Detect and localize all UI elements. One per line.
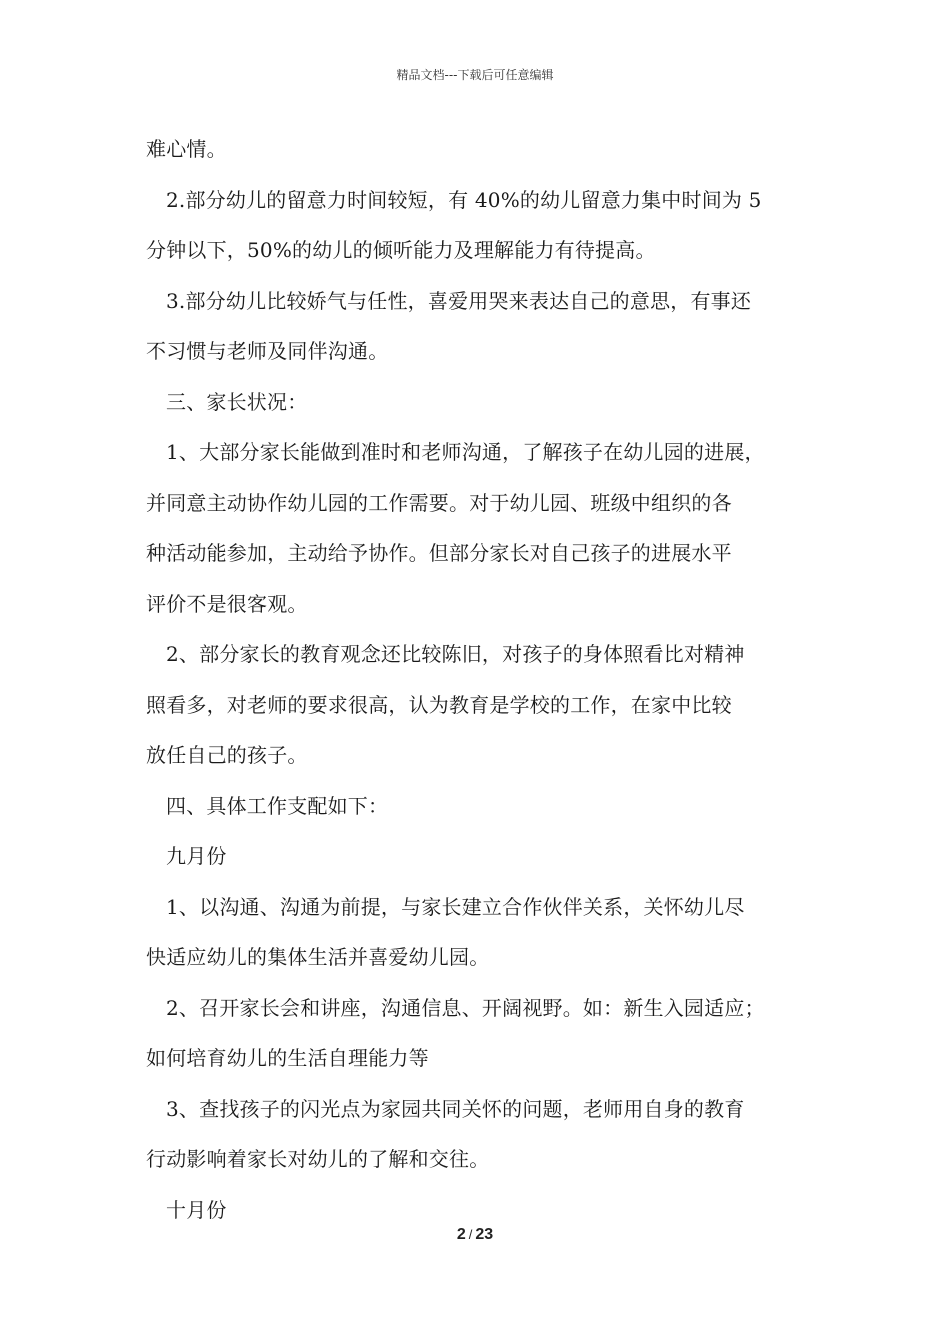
text-line: 1、大部分家长能做到准时和老师沟通，了解孩子在幼儿园的进展， bbox=[166, 440, 765, 464]
text-line: 放任自己的孩子。 bbox=[146, 743, 308, 767]
text-line: 不习惯与老师及同伴沟通。 bbox=[146, 339, 389, 363]
text-line: 分钟以下，50%的幼儿的倾听能力及理解能力有待提高。 bbox=[146, 238, 656, 262]
section-heading: 三、家长状况： bbox=[166, 389, 308, 414]
current-page: 2 bbox=[456, 1226, 466, 1243]
text-line: 如何培育幼儿的生活自理能力等 bbox=[146, 1046, 429, 1070]
text-line: 2、召开家长会和讲座，沟通信息、开阔视野。如：新生入园适应； bbox=[166, 995, 765, 1020]
text-line: 行动影响着家长对幼儿的了解和交往。 bbox=[146, 1147, 490, 1171]
text-line: 并同意主动协作幼儿园的工作需要。对于幼儿园、班级中组织的各 bbox=[146, 490, 732, 515]
section-heading: 四、具体工作支配如下： bbox=[166, 793, 389, 818]
month-heading: 九月份 bbox=[166, 844, 227, 868]
text-line: 3.部分幼儿比较娇气与任性，喜爱用哭来表达自己的意思，有事还 bbox=[166, 288, 752, 313]
document-body bbox=[146, 124, 836, 1235]
page-header: 精品文档---下载后可任意编辑 bbox=[396, 68, 554, 82]
text-line: 2、部分家长的教育观念还比较陈旧，对孩子的身体照看比对精神 bbox=[166, 642, 745, 666]
text-line: 1、以沟通、沟通为前提，与家长建立合作伙伴关系，关怀幼儿尽 bbox=[166, 894, 745, 919]
text-line: 评价不是很客观。 bbox=[146, 591, 308, 616]
text-line: 2.部分幼儿的留意力时间较短，有 40%的幼儿留意力集中时间为 5 bbox=[166, 187, 762, 212]
page-number bbox=[0, 1226, 950, 1244]
text-line: 难心情。 bbox=[146, 137, 227, 161]
text-line: 种活动能参加，主动给予协作。但部分家长对自己孩子的进展水平 bbox=[146, 541, 732, 565]
text-line: 照看多，对老师的要求很高，认为教育是学校的工作，在家中比较 bbox=[146, 692, 732, 717]
page-separator: / bbox=[468, 1227, 473, 1242]
month-heading: 十月份 bbox=[166, 1197, 227, 1222]
text-line: 3、查找孩子的闪光点为家园共同关怀的问题，老师用自身的教育 bbox=[166, 1096, 745, 1121]
total-pages: 23 bbox=[475, 1226, 494, 1243]
text-line: 快适应幼儿的集体生活并喜爱幼儿园。 bbox=[146, 945, 490, 969]
